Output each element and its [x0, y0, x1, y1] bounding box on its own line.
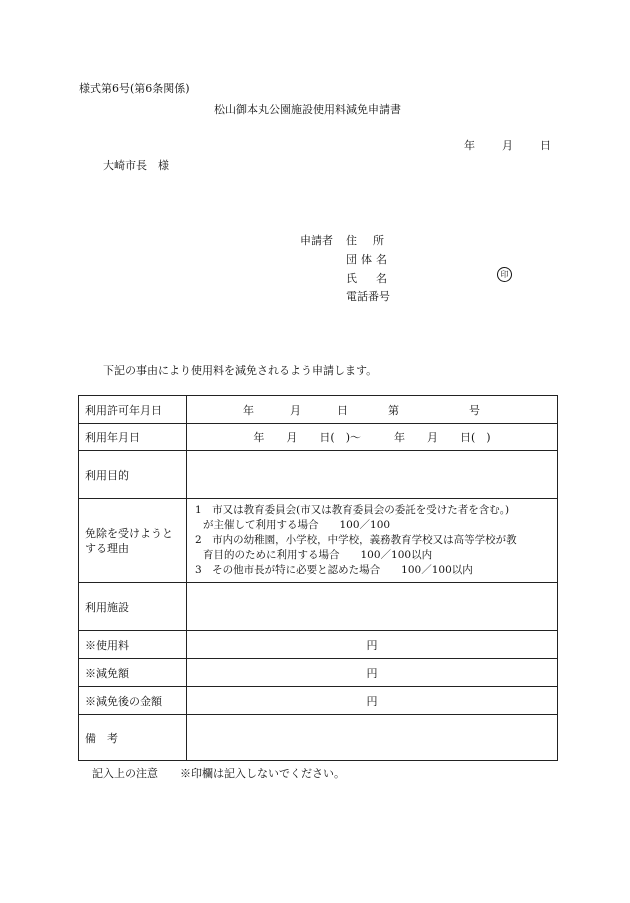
after-reduction-label: ※減免後の金額 [79, 687, 187, 715]
reason-option-2-cont: 育目的のために利用する場合 100／100以内 [203, 549, 433, 561]
table-row-purpose [79, 451, 558, 499]
remarks-field[interactable] [187, 715, 558, 761]
table-row-permit-date [79, 396, 558, 424]
table-row-facility [79, 583, 558, 631]
usage-date-field[interactable]: 年 月 日( )～ 年 月 日( ) [187, 424, 558, 451]
facility-label: 利用施設 [79, 583, 187, 631]
permit-date-label: 利用許可年月日 [79, 396, 187, 424]
applicant-address-label: 住所 [346, 234, 400, 247]
reason-option-3: 3 その他市長が特に必要と認めた場合 100／100以内 [195, 564, 473, 576]
applicant-phone-label: 電話番号 [346, 290, 390, 303]
applicant-organization-label: 団体名 [346, 253, 391, 266]
date-month-label: 月 [502, 139, 513, 152]
addressee: 大崎市長 様 [103, 159, 169, 172]
permit-date-field[interactable]: 年 月 日 第 号 [187, 396, 558, 424]
reason-option-2: 2 市内の幼稚園，小学校，中学校，義務教育学校又は高等学校が教 [195, 534, 517, 546]
reason-option-1-cont: が主催して利用する場合 100／100 [203, 519, 391, 531]
filling-notes: 記入上の注意 ※印欄は記入しないでください。 [92, 767, 345, 780]
application-statement: 下記の事由により使用料を減免されるよう申請します。 [103, 364, 378, 377]
usage-date-label: 利用年月日 [79, 424, 187, 451]
form-number: 様式第6号(第6条関係) [79, 82, 190, 95]
after-reduction-field: 円 [187, 687, 558, 715]
seal-mark: 印 [497, 267, 512, 282]
purpose-label: 利用目的 [79, 451, 187, 499]
fee-label: ※使用料 [79, 631, 187, 659]
applicant-name-label: 氏名 [346, 272, 406, 285]
application-date [464, 137, 551, 153]
reduction-field: 円 [187, 659, 558, 687]
table-row-usage-date [79, 424, 558, 451]
application-table [78, 395, 558, 761]
reason-options [187, 499, 558, 583]
reduction-label: ※減免額 [79, 659, 187, 687]
table-row-fee [79, 631, 558, 659]
facility-field[interactable] [187, 583, 558, 631]
date-day-label: 日 [540, 139, 551, 152]
date-year-label: 年 [464, 139, 475, 152]
table-row-reduction [79, 659, 558, 687]
document-title: 松山御本丸公園施設使用料減免申請書 [214, 103, 401, 116]
table-row-after-reduction [79, 687, 558, 715]
reason-label: 免除を受けようとする理由 [79, 499, 187, 583]
table-row-remarks [79, 715, 558, 761]
remarks-label: 備 考 [79, 715, 187, 761]
table-row-reason [79, 499, 558, 583]
fee-field: 円 [187, 631, 558, 659]
purpose-field[interactable] [187, 451, 558, 499]
reason-option-1: 1 市又は教育委員会(市又は教育委員会の委託を受けた者を含む。) [195, 504, 510, 516]
applicant-label: 申請者 [300, 234, 333, 247]
